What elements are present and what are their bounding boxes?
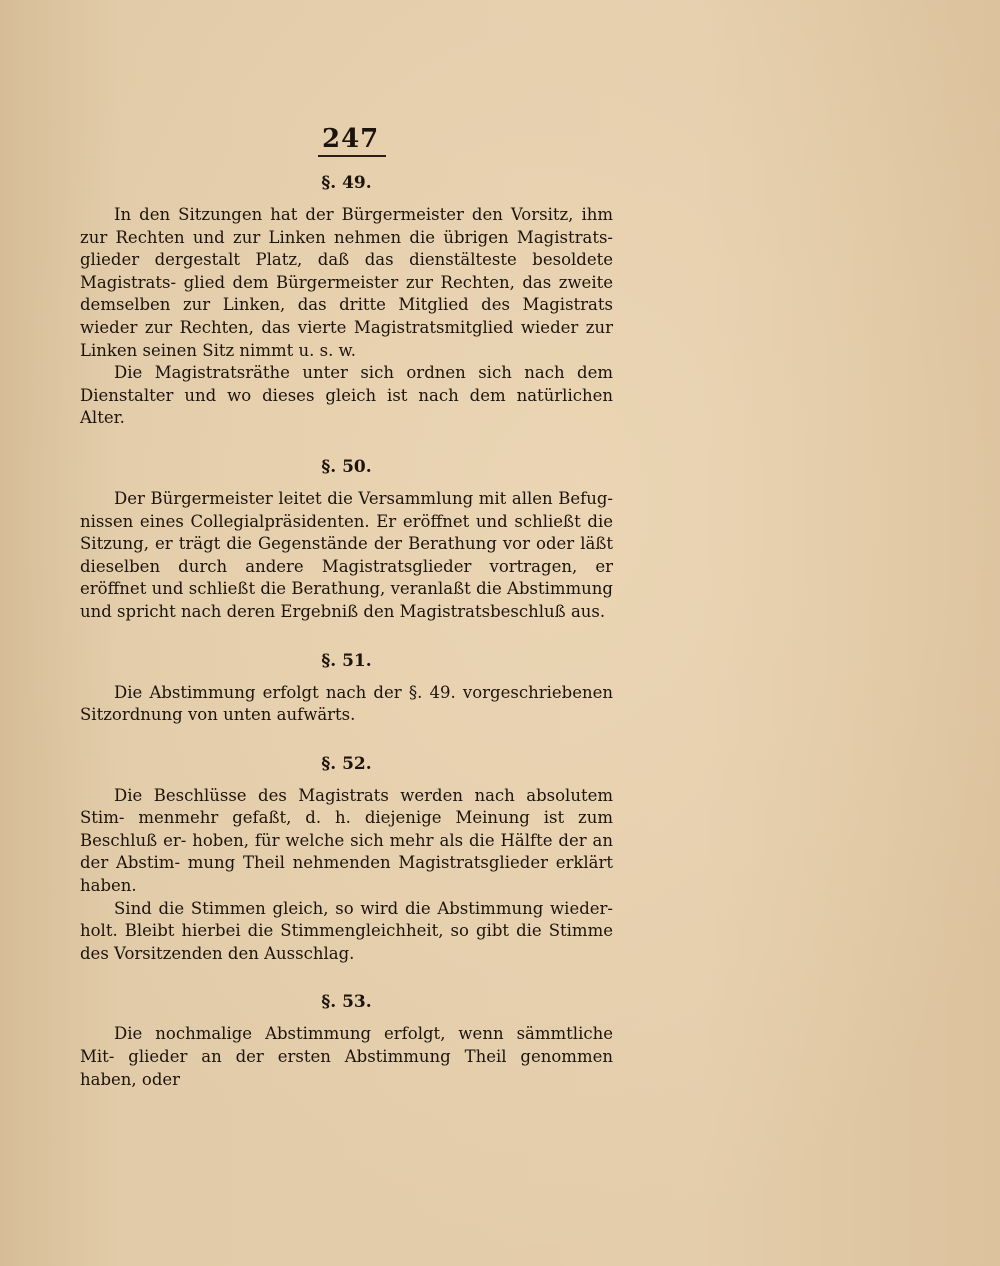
- paragraph: In den Sitzungen hat der Bürgermeister den Vorsitz, ihm zur Rechten und zur Linken nehmen die übrigen Magistrats- glieder dergestalt Platz, daß das dienstälteste besoldete Magistrats- glied dem Bürgermeister zur Rechten, das zweite demselben zur Linken, das dritte Mitglied des Magistrats wieder zur Rechten, das vierte Magistratsmitglied wieder zur Linken seinen Sitz nimmt u. s. w.: [80, 205, 613, 360]
- section-gap: [80, 727, 613, 749]
- section-heading: §. 52.: [321, 753, 372, 774]
- section-50: [80, 452, 613, 624]
- page-body: [80, 168, 613, 1091]
- paragraph: Die nochmalige Abstimmung erfolgt, wenn sämmtliche Mit- glieder an der ersten Abstimmung Theil genommen haben, oder: [80, 1024, 613, 1089]
- section-gap: [80, 965, 613, 987]
- paragraph: Sind die Stimmen gleich, so wird die Abstimmung wieder- holt. Bleibt hierbei die Stimmengleichheit, so gibt die Stimme des Vorsitzenden den Ausschlag.: [80, 898, 613, 963]
- section-heading: §. 53.: [321, 992, 372, 1013]
- section-53: [80, 987, 613, 1091]
- section-51: [80, 646, 613, 727]
- section-heading: §. 51.: [321, 650, 372, 671]
- page-number-rule: [318, 155, 386, 157]
- page-number: 247: [322, 124, 380, 154]
- paragraph: Die Magistratsräthe unter sich ordnen sich nach dem Dienstalter und wo dieses gleich ist nach dem natürlichen Alter.: [80, 363, 613, 428]
- paragraph: Der Bürgermeister leitet die Versammlung mit allen Befug- nissen eines Collegialpräsidenten. Er eröffnet und schließt die Sitzung, er trägt die Gegenstände der Berathung vor oder läßt dieselben durch andere Magistratsglieder vortragen, er eröffnet und schließt die Berathung, veranlaßt die Abstimmung und spricht nach deren Ergebniß den Magistratsbeschluß aus.: [80, 488, 613, 621]
- section-heading: §. 49.: [321, 173, 372, 193]
- section-52: [80, 749, 613, 966]
- paragraph: Die Beschlüsse des Magistrats werden nach absolutem Stim- menmehr gefaßt, d. h. diejenige Meinung ist zum Beschluß er- hoben, für welche sich mehr als die Hälfte der an der Abstim- mung Theil nehmenden Magistratsglieder erklärt haben.: [80, 785, 613, 896]
- section-gap: [80, 624, 613, 646]
- section-heading: §. 50.: [321, 456, 372, 477]
- section-gap: [80, 430, 613, 452]
- paragraph: Die Abstimmung erfolgt nach der §. 49. vorgeschriebenen Sitzordnung von unten aufwärts.: [80, 682, 613, 725]
- section-49: [80, 168, 613, 430]
